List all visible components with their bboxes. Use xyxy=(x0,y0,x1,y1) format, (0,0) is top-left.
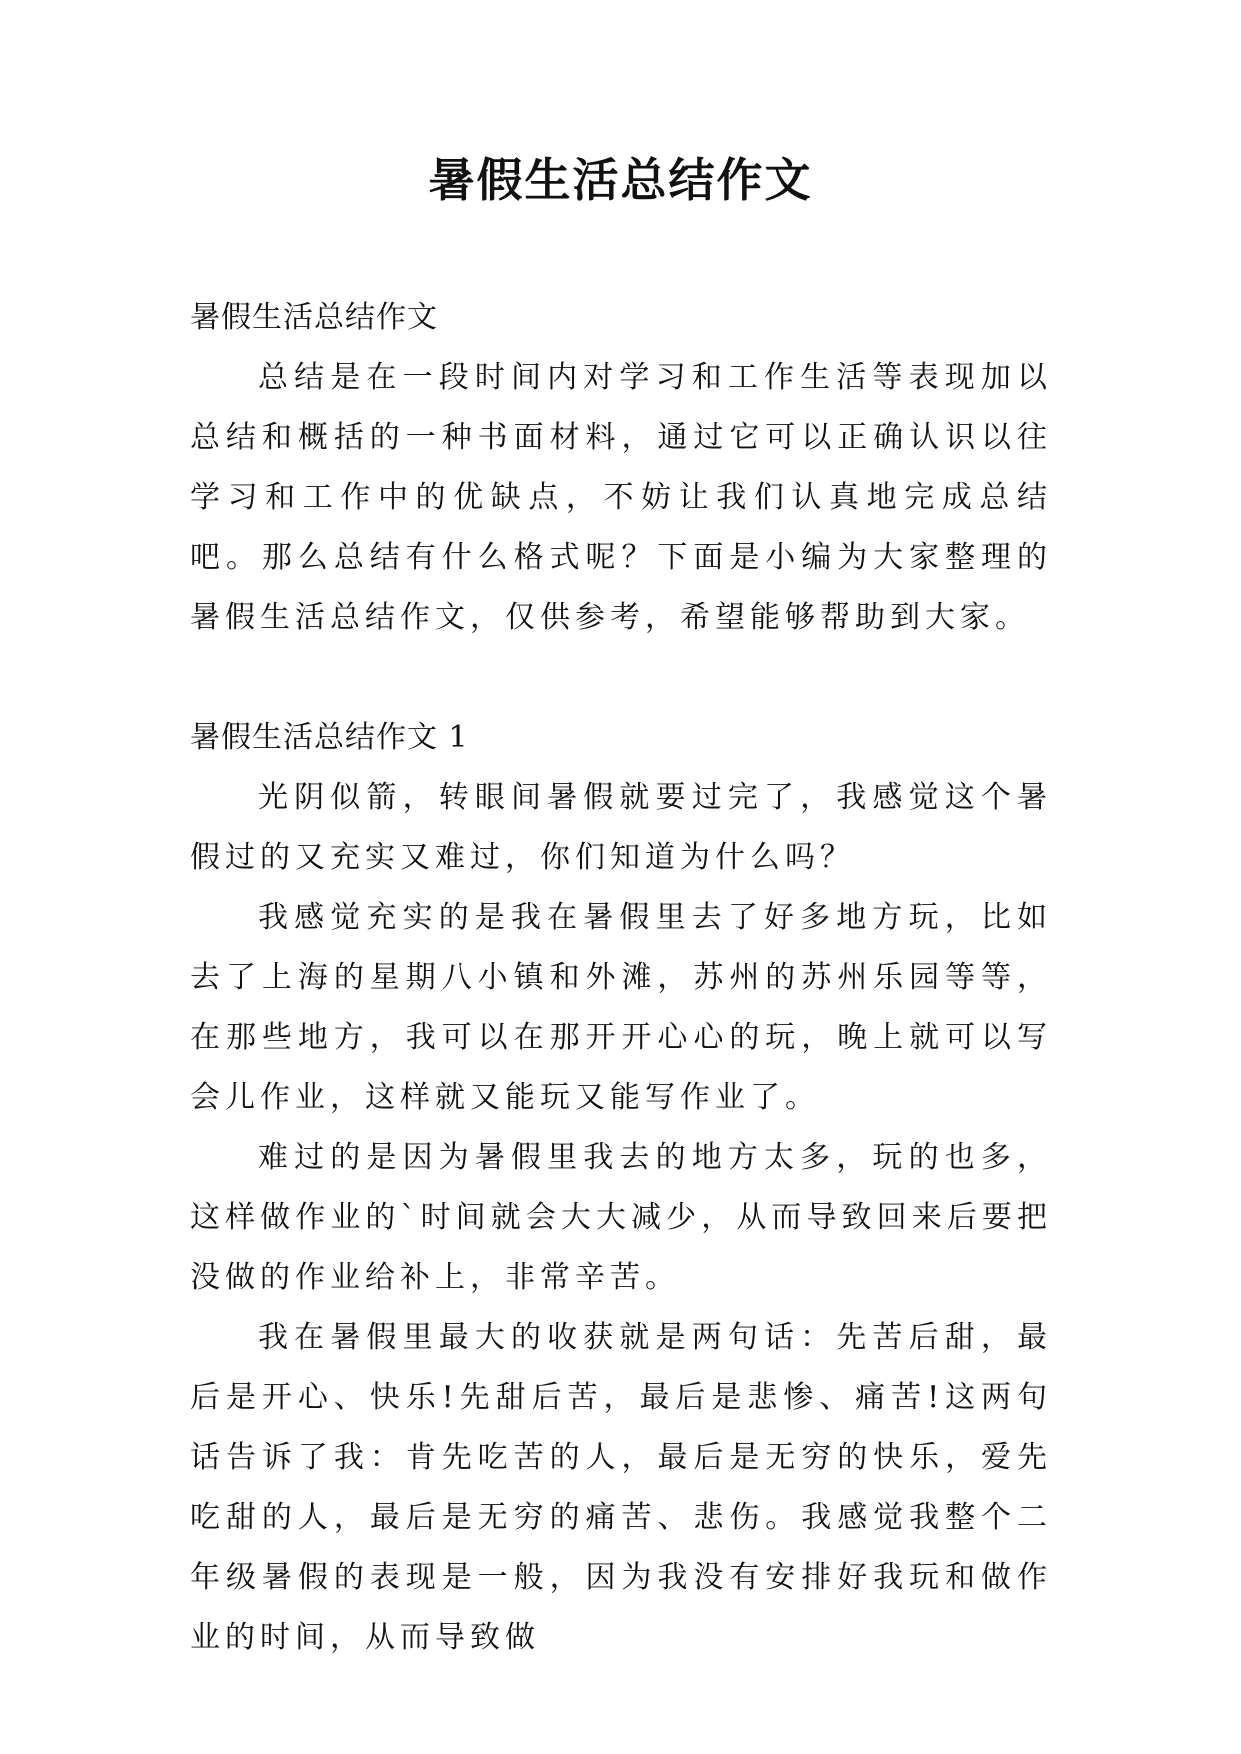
document-body xyxy=(190,288,1052,1668)
intro-heading: 暑假生活总结作文 xyxy=(190,300,438,335)
essay1-paragraph-3: 难过的是因为暑假里我去的地方太多，玩的也多，这样做作业的`时间就会大大减少，从而导致回来后要把没做的作业给补上，非常辛苦。 xyxy=(190,1140,1052,1295)
section-gap xyxy=(190,648,1052,708)
essay1-paragraph-4: 我在暑假里最大的收获就是两句话：先苦后甜，最后是开心、快乐!先甜后苦，最后是悲惨、痛苦!这两句话告诉了我：肯先吃苦的人，最后是无穷的快乐，爱先吃甜的人，最后是无穷的痛苦、悲伤。我感觉我整个二年级暑假的表现是一般，因为我没有安排好我玩和做作业的时间，从而导致做 xyxy=(190,1320,1052,1655)
essay1-paragraph-1: 光阴似箭，转眼间暑假就要过完了，我感觉这个暑假过的又充实又难过，你们知道为什么吗？ xyxy=(190,780,1052,875)
document-title: 暑假生活总结作文 xyxy=(428,153,813,207)
essay1-heading: 暑假生活总结作文 1 xyxy=(190,720,469,755)
intro-paragraph: 总结是在一段时间内对学习和工作生活等表现加以总结和概括的一种书面材料，通过它可以正确认识以往学习和工作中的优缺点，不妨让我们认真地完成总结吧。那么总结有什么格式呢？下面是小编为大家整理的暑假生活总结作文，仅供参考，希望能够帮助到大家。 xyxy=(190,360,1052,635)
essay1-paragraph-2: 我感觉充实的是我在暑假里去了好多地方玩，比如去了上海的星期八小镇和外滩，苏州的苏州乐园等等，在那些地方，我可以在那开开心心的玩，晚上就可以写会儿作业，这样就又能玩又能写作业了。 xyxy=(190,900,1052,1115)
